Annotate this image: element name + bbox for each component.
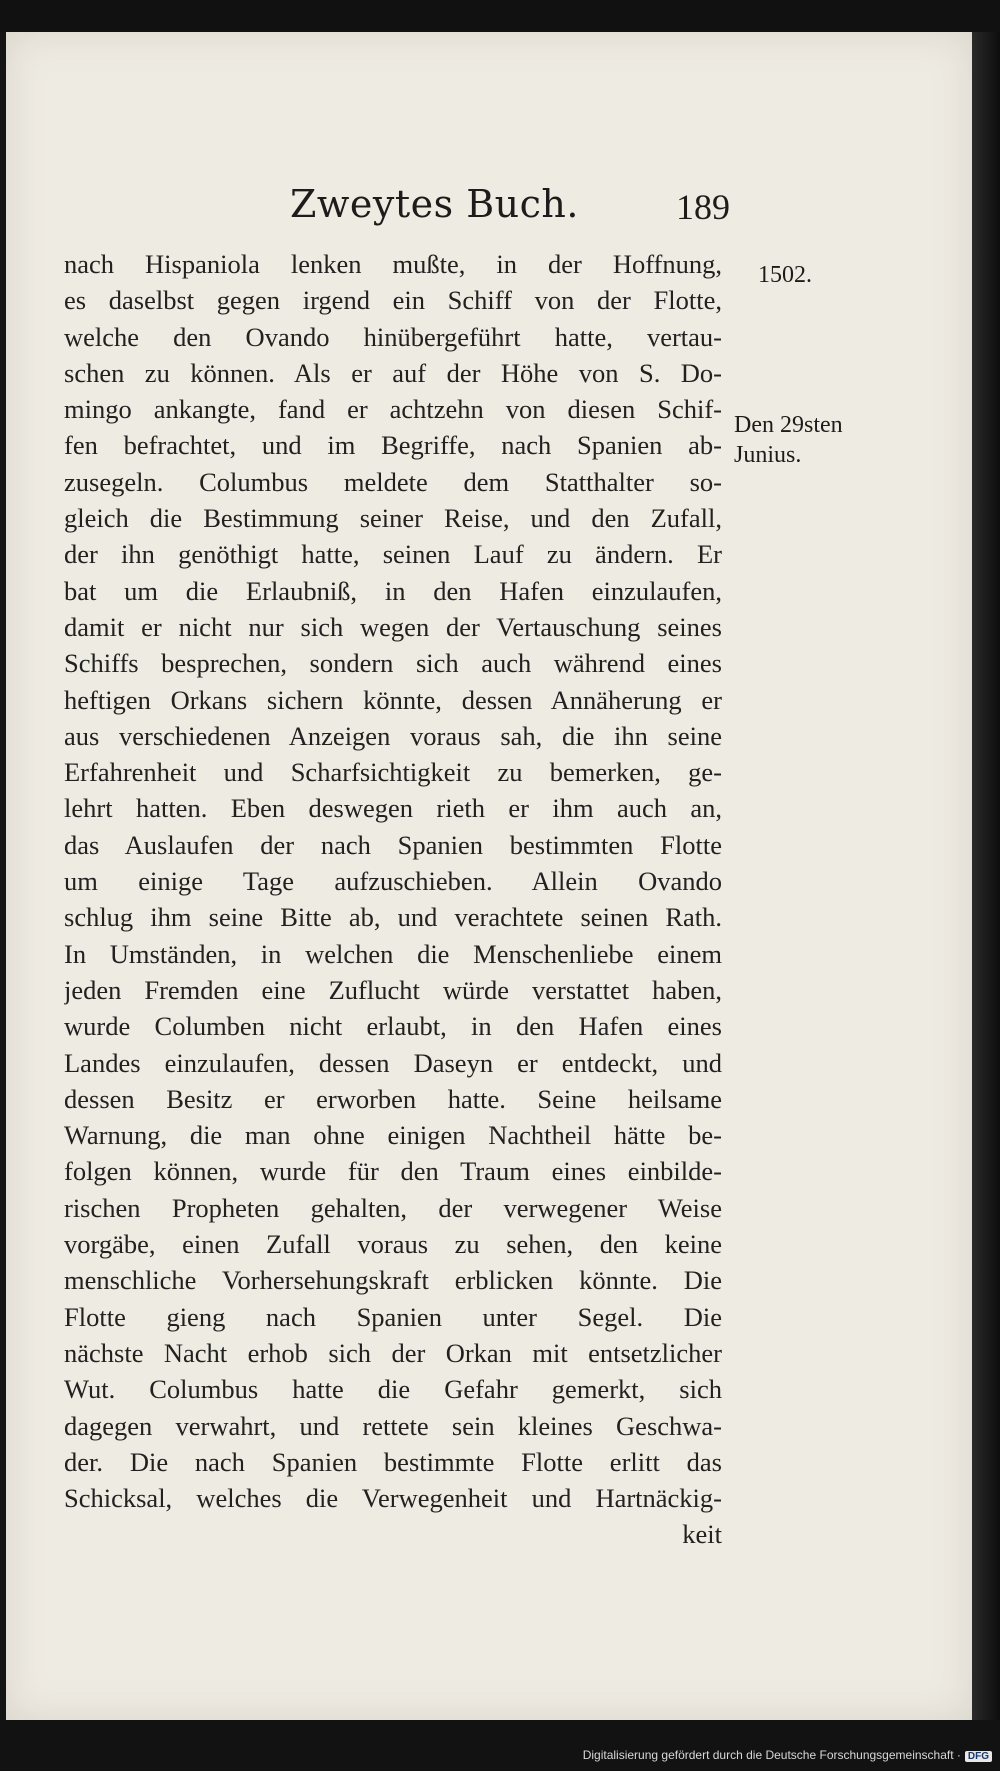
- text-line: wurde Columben nicht erlaubt, in den Hafen eines: [64, 1011, 722, 1042]
- text-line: fen befrachtet, und im Begriffe, nach Spanien ab-: [64, 430, 722, 461]
- text-line: folgen können, wurde für den Traum eines einbilde-: [64, 1156, 722, 1187]
- scan-bottom-border: [0, 1720, 1000, 1771]
- page-number: 189: [676, 187, 730, 227]
- scan-top-border: [0, 0, 1000, 32]
- text-line: welche den Ovando hinübergeführt hatte, vertau-: [64, 321, 722, 352]
- margin-note-date-line: Den 29sten: [734, 412, 843, 438]
- text-line: damit er nicht nur sich wegen der Vertauschung seines: [64, 611, 722, 642]
- text-line: vorgäbe, einen Zufall voraus zu sehen, den keine: [64, 1229, 722, 1260]
- body-text: [64, 246, 722, 1553]
- text-line: jeden Fremden eine Zuflucht würde verstattet haben,: [64, 974, 722, 1005]
- text-line: nach Hispaniola lenken mußte, in der Hoffnung,: [64, 249, 722, 279]
- text-line: lehrt hatten. Eben deswegen rieth er ihm auch an,: [64, 793, 722, 824]
- text-line: es daselbst gegen irgend ein Schiff von der Flotte,: [64, 285, 722, 316]
- margin-note-year: 1502.: [758, 262, 812, 288]
- text-line: Flotte gieng nach Spanien unter Segel. Die: [64, 1301, 722, 1332]
- text-line: bat um die Erlaubniß, in den Hafen einzulaufen,: [64, 575, 722, 606]
- margin-note-date: [734, 410, 843, 470]
- text-line: keit: [682, 1519, 722, 1550]
- running-title: Zweytes Buch.: [290, 182, 579, 226]
- text-line: nächste Nacht erhob sich der Orkan mit entsetzlicher: [64, 1337, 722, 1368]
- text-line: menschliche Vorhersehungskraft erblicken könnte. Die: [64, 1265, 722, 1296]
- text-line: dagegen verwahrt, und rettete sein kleines Geschwa-: [64, 1410, 722, 1441]
- text-line: der. Die nach Spanien bestimmte Flotte erlitt das: [64, 1446, 722, 1477]
- text-line: schlug ihm seine Bitte ab, und verachtete seinen Rath.: [64, 902, 722, 933]
- text-line: um einige Tage aufzuschieben. Allein Ovando: [64, 866, 722, 897]
- text-line: aus verschiedenen Anzeigen voraus sah, die ihn seine: [64, 720, 722, 751]
- text-line: mingo ankangte, fand er achtzehn von diesen Schif-: [64, 394, 722, 425]
- text-line: rischen Propheten gehalten, der verwegener Weise: [64, 1192, 722, 1223]
- text-line: schen zu können. Als er auf der Höhe von S. Do-: [64, 357, 722, 388]
- page-edge-shadow: [972, 32, 1000, 1720]
- text-line: zusegeln. Columbus meldete dem Statthalter so-: [64, 466, 722, 497]
- text-line: das Auslaufen der nach Spanien bestimmten Flotte: [64, 829, 722, 860]
- credit-text: Digitalisierung gefördert durch die Deutsche Forschungsgemeinschaft ·: [582, 1748, 961, 1762]
- dfg-logo-icon: DFG: [965, 1751, 992, 1762]
- text-line: der ihn genöthigt hatte, seinen Lauf zu ändern. Er: [64, 539, 722, 570]
- text-line: Schicksal, welches die Verwegenheit und Hartnäckig-: [64, 1483, 722, 1514]
- text-line: Schiffs besprechen, sondern sich auch während eines: [64, 648, 722, 679]
- text-line: Erfahrenheit und Scharfsichtigkeit zu bemerken, ge-: [64, 757, 722, 788]
- text-line: Warnung, die man ohne einigen Nachtheil hätte be-: [64, 1120, 722, 1151]
- text-line: dessen Besitz er erworben hatte. Seine heilsame: [64, 1083, 722, 1114]
- book-page: [6, 32, 972, 1720]
- text-line: heftigen Orkans sichern könnte, dessen Annäherung er: [64, 684, 722, 715]
- text-line: gleich die Bestimmung seiner Reise, und den Zufall,: [64, 503, 722, 534]
- text-line: Landes einzulaufen, dessen Daseyn er entdeckt, und: [64, 1047, 722, 1078]
- page-header: [6, 182, 972, 232]
- digitization-credit: [583, 1748, 992, 1762]
- text-line: In Umständen, in welchen die Menschenliebe einem: [64, 938, 722, 969]
- margin-note-date-line: Junius.: [734, 442, 802, 468]
- text-line: Wut. Columbus hatte die Gefahr gemerkt, sich: [64, 1374, 722, 1405]
